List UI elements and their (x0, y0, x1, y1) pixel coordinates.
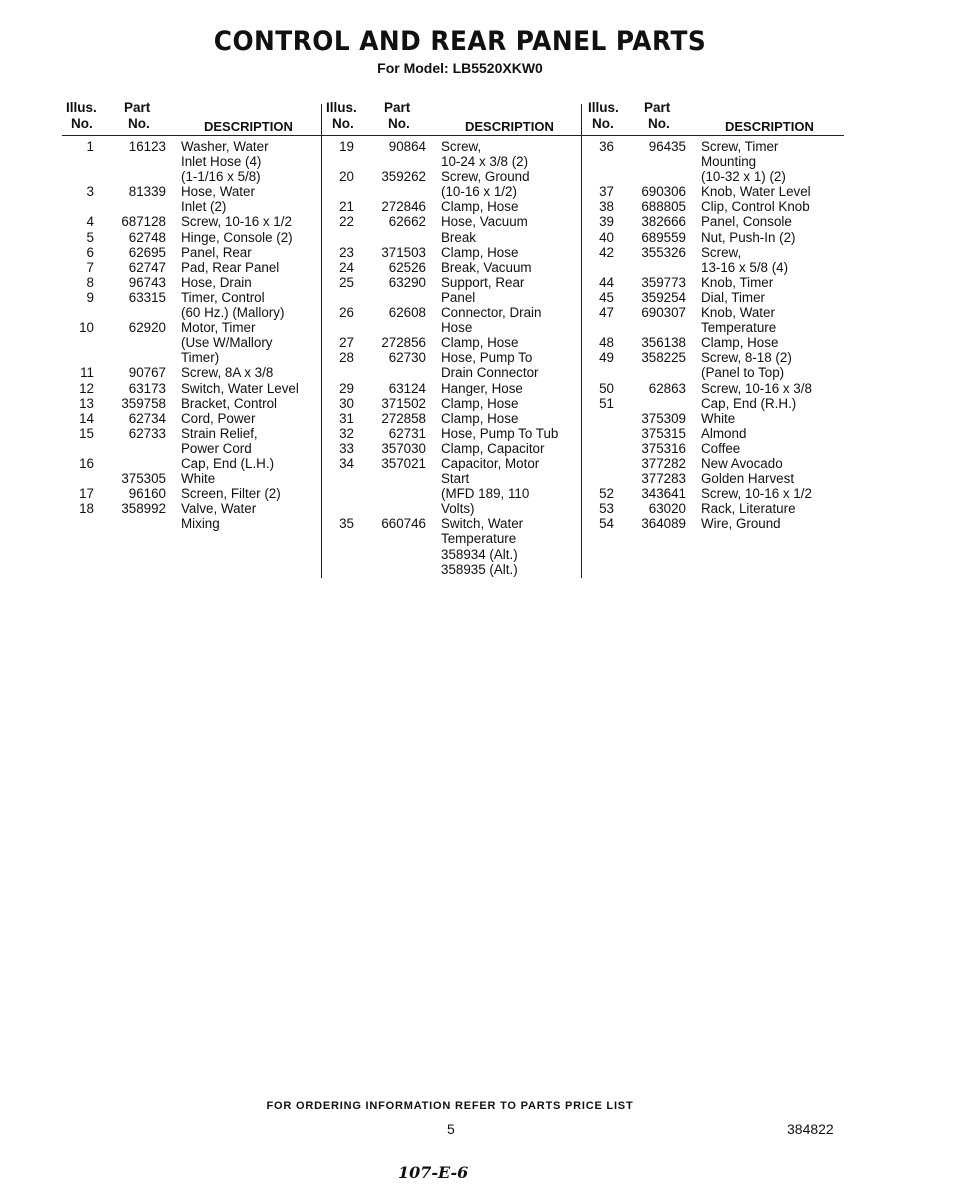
table-row (322, 139, 582, 154)
table-row (322, 486, 582, 501)
part-number: 377283 (641, 471, 686, 487)
part-description: Screen, Filter (2) (181, 486, 281, 502)
part-description: Dial, Timer (701, 289, 765, 305)
table-row (62, 184, 322, 199)
illus-header-no: No. (332, 116, 354, 131)
description-header: DESCRIPTION (725, 118, 814, 134)
handwritten-note: 107-E-6 (398, 1163, 469, 1182)
illus-number: 26 (339, 305, 354, 321)
part-number: 16123 (128, 139, 166, 154)
illus-number: 51 (599, 395, 614, 411)
part-number: 63315 (128, 289, 166, 305)
document-number: 384822 (787, 1121, 834, 1137)
part-number: 272856 (381, 335, 426, 351)
part-number: 690306 (641, 184, 686, 200)
part-header: Part (384, 100, 411, 115)
part-description: Cord, Power (181, 410, 256, 426)
part-number: 62920 (128, 320, 166, 336)
part-description: Timer) (181, 350, 220, 366)
part-description: 358935 (Alt.) (441, 561, 518, 577)
part-description: Clamp, Hose (441, 395, 519, 411)
part-description: Clip, Control Knob (701, 199, 810, 215)
table-row (62, 169, 322, 184)
table-row (62, 501, 322, 516)
part-number: 371502 (381, 395, 426, 411)
table-row (322, 562, 582, 577)
illus-number: 32 (339, 425, 354, 441)
illus-number: 34 (339, 455, 354, 471)
part-number: 62526 (388, 259, 426, 275)
part-description: Clamp, Hose (441, 410, 519, 426)
illus-number: 28 (339, 350, 354, 366)
illus-number: 50 (599, 380, 614, 396)
illus-header: Illus. (66, 100, 97, 115)
illus-number: 27 (339, 335, 354, 351)
part-description: Panel, Rear (181, 244, 252, 260)
table-row (582, 441, 844, 456)
table-row (322, 411, 582, 426)
table-row (62, 411, 322, 426)
table-row (582, 516, 844, 531)
part-description: Connector, Drain (441, 305, 542, 321)
part-description: Motor, Timer (181, 320, 256, 336)
part-description: Bracket, Control (181, 395, 278, 411)
table-row (582, 184, 844, 199)
part-number: 90864 (388, 139, 426, 154)
table-row (62, 199, 322, 214)
table-row (62, 290, 322, 305)
part-number: 359758 (121, 395, 166, 411)
illus-number: 14 (79, 410, 94, 426)
table-row (582, 335, 844, 350)
part-description: Pad, Rear Panel (181, 259, 280, 275)
part-number: 272858 (381, 410, 426, 426)
illus-number: 19 (339, 139, 354, 154)
table-row (322, 169, 582, 184)
part-description: Screw, 8A x 3/8 (181, 365, 274, 381)
table-row (62, 245, 322, 260)
part-description: Power Cord (181, 440, 252, 456)
part-description: (MFD 189, 110 (441, 486, 530, 502)
column-header (62, 100, 322, 136)
ordering-note: FOR ORDERING INFORMATION REFER TO PARTS PRICE LIST (266, 1100, 634, 1112)
part-number: 375316 (641, 440, 686, 456)
illus-number: 49 (599, 350, 614, 366)
page-title: CONTROL AND REAR PANEL PARTS (213, 26, 707, 57)
table-row (322, 184, 582, 199)
illus-number: 25 (339, 274, 354, 290)
table-row (582, 290, 844, 305)
table-row (582, 426, 844, 441)
part-number: 81339 (128, 184, 166, 200)
part-description: 10-24 x 3/8 (2) (441, 154, 529, 170)
column-header (582, 100, 844, 136)
table-row (322, 381, 582, 396)
part-number: 690307 (641, 305, 686, 321)
part-number: 63173 (128, 380, 166, 396)
part-description: Clamp, Hose (441, 335, 519, 351)
table-row (322, 426, 582, 441)
part-description: Knob, Water Level (701, 184, 811, 200)
part-description: Break, Vacuum (441, 259, 532, 275)
parts-rows (322, 136, 582, 577)
illus-number: 7 (86, 259, 94, 275)
table-row (322, 365, 582, 380)
illus-number: 23 (339, 244, 354, 260)
part-number: 359262 (381, 169, 426, 185)
part-description: Screw, 10-16 x 1/2 (181, 214, 292, 230)
part-description: Inlet Hose (4) (181, 154, 262, 170)
parts-rows (582, 136, 844, 531)
description-header: DESCRIPTION (465, 118, 554, 134)
table-row (322, 501, 582, 516)
part-number: 62748 (128, 229, 166, 245)
part-description: Inlet (2) (181, 199, 227, 215)
illus-number: 8 (86, 274, 94, 290)
illus-number: 1 (86, 139, 94, 154)
table-row (62, 305, 322, 320)
part-number: 375315 (641, 425, 686, 441)
part-number: 371503 (381, 244, 426, 260)
illus-number: 44 (599, 274, 614, 290)
illus-header: Illus. (326, 100, 357, 115)
part-description: Knob, Timer (701, 274, 774, 290)
part-description: Golden Harvest (701, 471, 795, 487)
part-description: Screw, 10-16 x 3/8 (701, 380, 812, 396)
illus-number: 9 (86, 289, 94, 305)
table-row (322, 154, 582, 169)
part-header-no: No. (648, 116, 670, 131)
illus-header: Illus. (588, 100, 619, 115)
illus-number: 11 (80, 365, 94, 381)
part-number: 62662 (388, 214, 426, 230)
part-description: Hose, Drain (181, 274, 252, 290)
table-row (322, 199, 582, 214)
part-number: 96435 (648, 139, 686, 154)
illus-number: 37 (599, 184, 614, 200)
part-description: 358934 (Alt.) (441, 546, 518, 562)
illus-number: 40 (599, 229, 614, 245)
table-row (582, 260, 844, 275)
illus-number: 42 (599, 244, 614, 260)
illus-number: 48 (599, 335, 614, 351)
part-description: Hose, Pump To (441, 350, 533, 366)
parts-column-1 (62, 100, 322, 531)
table-row (582, 305, 844, 320)
part-number: 272846 (381, 199, 426, 215)
illus-header-no: No. (71, 116, 93, 131)
parts-rows (62, 136, 322, 531)
part-description: Screw, (441, 139, 482, 154)
table-row (322, 516, 582, 531)
table-row (322, 350, 582, 365)
part-number: 90767 (128, 365, 166, 381)
illus-number: 5 (86, 229, 94, 245)
part-number: 62730 (388, 350, 426, 366)
illus-number: 35 (339, 516, 354, 532)
part-number: 688805 (641, 199, 686, 215)
part-description: Break (441, 229, 476, 245)
illus-number: 29 (339, 380, 354, 396)
description-header: DESCRIPTION (204, 118, 293, 134)
table-row (322, 260, 582, 275)
table-row (582, 350, 844, 365)
part-description: Nut, Push-In (2) (701, 229, 796, 245)
part-description: Hanger, Hose (441, 380, 523, 396)
part-description: Screw, 10-16 x 1/2 (701, 486, 812, 502)
illus-number: 39 (599, 214, 614, 230)
part-description: Hose (441, 320, 473, 336)
part-description: Mounting (701, 154, 757, 170)
table-row (582, 365, 844, 380)
illus-number: 21 (339, 199, 354, 215)
table-row (62, 275, 322, 290)
part-description: Clamp, Hose (441, 244, 519, 260)
illus-number: 17 (79, 486, 94, 502)
part-description: White (181, 471, 216, 487)
part-description: Switch, Water Level (181, 380, 299, 396)
illus-header-no: No. (592, 116, 614, 131)
part-description: Volts) (441, 501, 475, 517)
parts-column-2 (322, 100, 582, 577)
part-description: Cap, End (L.H.) (181, 455, 275, 471)
table-row (582, 154, 844, 169)
part-description: Hinge, Console (2) (181, 229, 293, 245)
table-row (62, 230, 322, 245)
part-description: Hose, Water (181, 184, 255, 200)
part-description: Support, Rear (441, 274, 525, 290)
part-number: 62731 (388, 425, 426, 441)
table-row (322, 531, 582, 546)
illus-number: 24 (339, 259, 354, 275)
part-number: 343641 (641, 486, 686, 502)
illus-number: 4 (86, 214, 94, 230)
part-description: Clamp, Capacitor (441, 440, 545, 456)
part-number: 364089 (641, 516, 686, 532)
part-number: 356138 (641, 335, 686, 351)
part-description: Timer, Control (181, 289, 265, 305)
part-number: 62747 (128, 259, 166, 275)
part-number: 62695 (128, 244, 166, 260)
table-row (582, 471, 844, 486)
column-divider (321, 104, 322, 578)
table-row (62, 456, 322, 471)
illus-number: 38 (599, 199, 614, 215)
table-row (62, 335, 322, 350)
column-header (322, 100, 582, 136)
part-description: Start (441, 471, 470, 487)
part-number: 62863 (648, 380, 686, 396)
part-description: Cap, End (R.H.) (701, 395, 797, 411)
part-description: Temperature (701, 320, 777, 336)
table-row (62, 214, 322, 229)
table-row (582, 275, 844, 290)
part-header-no: No. (128, 116, 150, 131)
table-row (62, 396, 322, 411)
illus-number: 30 (339, 395, 354, 411)
table-row (582, 456, 844, 471)
table-row (62, 350, 322, 365)
part-number: 358992 (121, 501, 166, 517)
table-row (322, 456, 582, 471)
part-number: 377282 (641, 455, 686, 471)
part-description: Hose, Pump To Tub (441, 425, 559, 441)
table-row (62, 320, 322, 335)
part-description: Strain Relief, (181, 425, 258, 441)
part-header: Part (644, 100, 671, 115)
part-number: 62608 (388, 305, 426, 321)
part-description: Almond (701, 425, 747, 441)
part-description: (60 Hz.) (Mallory) (181, 305, 285, 321)
part-description: Coffee (701, 440, 741, 456)
table-row (322, 275, 582, 290)
illus-number: 45 (599, 289, 614, 305)
part-number: 357030 (381, 440, 426, 456)
illus-number: 15 (79, 425, 94, 441)
part-number: 375309 (641, 410, 686, 426)
table-row (582, 396, 844, 411)
table-row (582, 411, 844, 426)
part-description: Screw, 8-18 (2) (701, 350, 792, 366)
table-row (322, 214, 582, 229)
part-description: Panel (441, 289, 476, 305)
part-number: 355326 (641, 244, 686, 260)
part-number: 63124 (388, 380, 426, 396)
table-row (62, 260, 322, 275)
table-row (62, 426, 322, 441)
illus-number: 36 (599, 139, 614, 154)
page-number: 5 (447, 1121, 455, 1137)
part-description: Wire, Ground (701, 516, 781, 532)
part-number: 96160 (128, 486, 166, 502)
table-row (322, 320, 582, 335)
table-row (322, 305, 582, 320)
part-description: White (701, 410, 736, 426)
part-description: Mixing (181, 516, 220, 532)
table-row (582, 230, 844, 245)
table-row (62, 471, 322, 486)
illus-number: 12 (79, 380, 94, 396)
table-row (62, 441, 322, 456)
part-description: Capacitor, Motor (441, 455, 540, 471)
part-description: Screw, (701, 244, 742, 260)
table-row (62, 486, 322, 501)
part-description: Rack, Literature (701, 501, 796, 517)
part-description: New Avocado (701, 455, 783, 471)
part-number: 62734 (128, 410, 166, 426)
part-description: Clamp, Hose (701, 335, 779, 351)
table-row (582, 139, 844, 154)
part-number: 382666 (641, 214, 686, 230)
illus-number: 16 (79, 455, 94, 471)
table-row (62, 139, 322, 154)
table-row (322, 335, 582, 350)
illus-number: 22 (339, 214, 354, 230)
part-number: 63290 (388, 274, 426, 290)
part-description: (10-32 x 1) (2) (701, 169, 786, 185)
illus-number: 54 (599, 516, 614, 532)
part-description: Washer, Water (181, 139, 269, 154)
table-row (322, 396, 582, 411)
illus-number: 18 (79, 501, 94, 517)
table-row (582, 245, 844, 260)
illus-number: 31 (339, 410, 354, 426)
part-description: (1-1/16 x 5/8) (181, 169, 261, 185)
part-description: Drain Connector (441, 365, 539, 381)
part-number: 63020 (648, 501, 686, 517)
table-row (582, 169, 844, 184)
part-description: (Use W/Mallory (181, 335, 273, 351)
illus-number: 52 (599, 486, 614, 502)
part-description: Screw, Ground (441, 169, 530, 185)
part-description: (10-16 x 1/2) (441, 184, 517, 200)
part-description: 13-16 x 5/8 (4) (701, 259, 789, 275)
part-number: 357021 (381, 455, 426, 471)
illus-number: 53 (599, 501, 614, 517)
part-number: 359773 (641, 274, 686, 290)
illus-number: 13 (79, 395, 94, 411)
part-description: Temperature (441, 531, 517, 547)
part-description: Clamp, Hose (441, 199, 519, 215)
illus-number: 33 (339, 440, 354, 456)
illus-number: 47 (599, 305, 614, 321)
illus-number: 20 (339, 169, 354, 185)
column-divider (581, 104, 582, 578)
table-row (582, 381, 844, 396)
table-row (582, 320, 844, 335)
table-row (62, 365, 322, 380)
parts-column-3 (582, 100, 844, 531)
table-row (582, 501, 844, 516)
illus-number: 10 (79, 320, 94, 336)
table-row (582, 486, 844, 501)
part-number: 96743 (128, 274, 166, 290)
table-row (322, 245, 582, 260)
table-row (582, 199, 844, 214)
part-description: Hose, Vacuum (441, 214, 528, 230)
table-row (62, 381, 322, 396)
part-header-no: No. (388, 116, 410, 131)
part-number: 687128 (121, 214, 166, 230)
table-row (322, 441, 582, 456)
part-description: Valve, Water (181, 501, 257, 517)
part-header: Part (124, 100, 151, 115)
part-description: Panel, Console (701, 214, 792, 230)
part-description: (Panel to Top) (701, 365, 785, 381)
part-number: 62733 (128, 425, 166, 441)
illus-number: 3 (86, 184, 94, 200)
table-row (322, 471, 582, 486)
part-number: 660746 (381, 516, 426, 532)
part-description: Screw, Timer (701, 139, 779, 154)
part-number: 689559 (641, 229, 686, 245)
part-description: Switch, Water (441, 516, 524, 532)
part-number: 359254 (641, 289, 686, 305)
part-description: Knob, Water (701, 305, 775, 321)
table-row (62, 516, 322, 531)
model-subtitle: For Model: LB5520XKW0 (377, 60, 543, 76)
part-number: 375305 (121, 471, 166, 487)
table-row (62, 154, 322, 169)
part-number: 358225 (641, 350, 686, 366)
illus-number: 6 (86, 244, 94, 260)
table-row (322, 230, 582, 245)
table-row (582, 214, 844, 229)
table-row (322, 547, 582, 562)
table-row (322, 290, 582, 305)
